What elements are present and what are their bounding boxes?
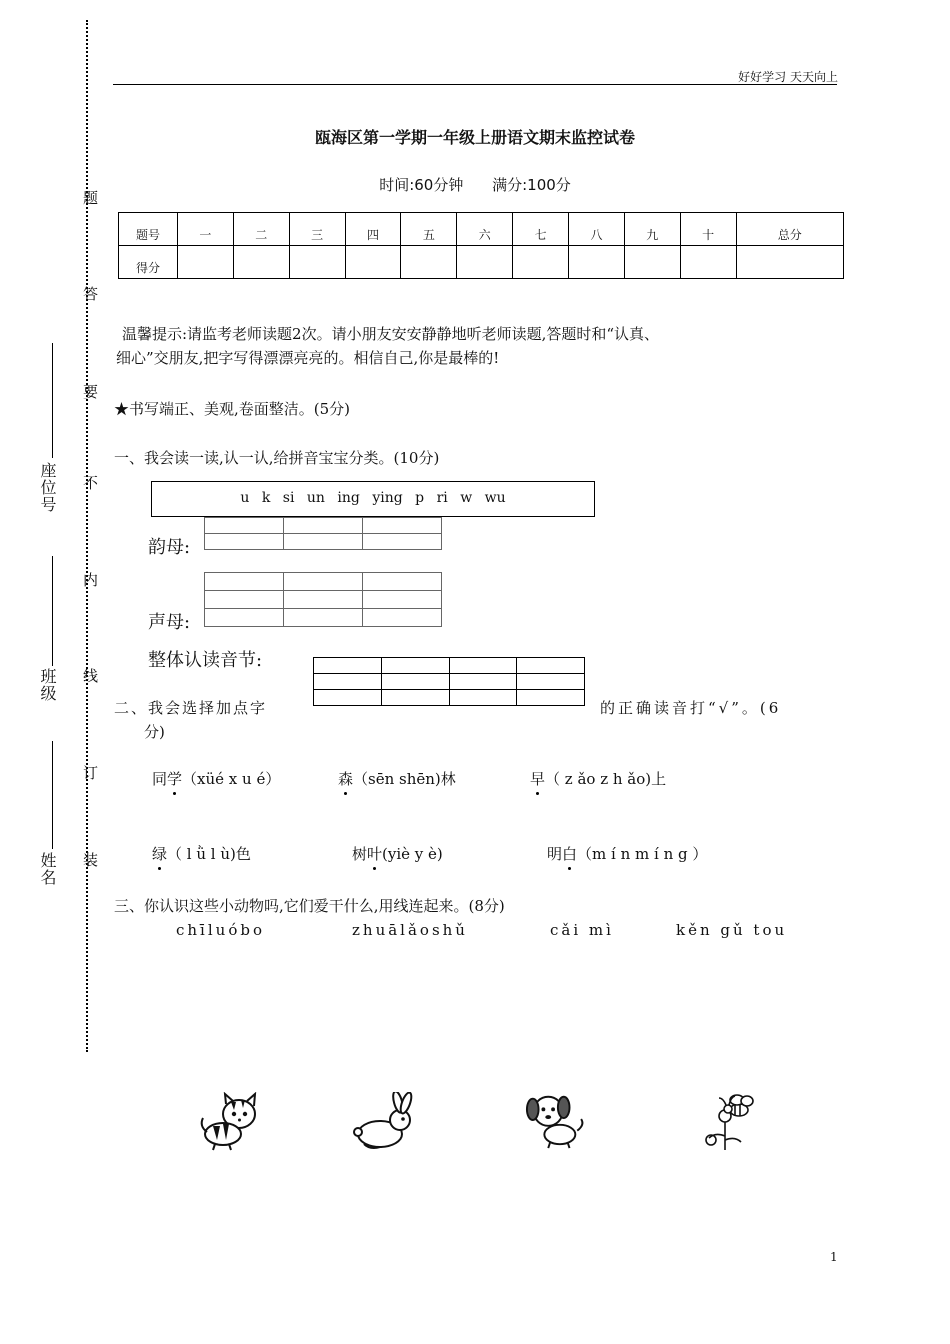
score-cell[interactable] [289, 246, 345, 279]
score-cell[interactable] [624, 246, 680, 279]
seat-number-label: 座位号 [38, 462, 57, 513]
q3-pinyin[interactable]: cǎi mì [550, 921, 614, 939]
pinyin-letter: w [460, 490, 473, 506]
score-table-header: 十 [680, 213, 736, 246]
pinyin-options: (yiè y è) [382, 845, 443, 863]
dotted-char: 白 [562, 845, 578, 863]
whole-syllable-label: 整体认读音节: [148, 650, 263, 671]
score-table-header: 九 [624, 213, 680, 246]
q2-item[interactable] [152, 768, 280, 789]
binding-char: 内 [81, 572, 99, 588]
q2-item[interactable] [352, 843, 443, 864]
score-cell[interactable] [513, 246, 569, 279]
pinyin-options: （ z ǎo z h ǎo)上 [545, 770, 667, 788]
pinyin-options: （sēn shēn)林 [353, 770, 456, 788]
dotted-char: 森 [338, 770, 354, 788]
pinyin-letter: ying [372, 490, 403, 506]
q2-item[interactable] [152, 843, 251, 864]
score-cell[interactable] [345, 246, 401, 279]
vowel-answer-grid[interactable] [204, 517, 442, 550]
dotted-char: 早 [530, 770, 546, 788]
seat-number-blank[interactable] [52, 343, 53, 458]
score-table-header: 六 [457, 213, 513, 246]
dotted-char: 叶 [367, 845, 383, 863]
item-char: 明 [547, 845, 563, 863]
consonant-label: 声母: [148, 612, 191, 633]
pinyin-letter: wu [484, 490, 506, 506]
score-table-header: 五 [401, 213, 457, 246]
bee-icon[interactable] [695, 1092, 765, 1152]
score-table-header: 七 [513, 213, 569, 246]
vowel-label: 韵母: [148, 537, 191, 558]
consonant-answer-grid[interactable] [204, 572, 442, 627]
score-table-header: 八 [569, 213, 625, 246]
pinyin-letter: p [415, 490, 425, 506]
binding-char: 题 [81, 190, 99, 206]
writing-requirement: ★书写端正、美观,卷面整洁。(5分) [114, 400, 351, 418]
score-cell[interactable] [401, 246, 457, 279]
q3-pinyin[interactable]: zhuālǎoshǔ [352, 921, 468, 939]
pinyin-letter: k [261, 490, 271, 506]
dog-icon[interactable] [520, 1090, 590, 1150]
pinyin-options: （ l ǜ l ù)色 [167, 845, 251, 863]
exam-meta [0, 174, 950, 195]
pinyin-letter: u [240, 490, 250, 506]
score-cell[interactable] [457, 246, 513, 279]
page-number: 1 [830, 1250, 838, 1264]
tip-line-1: 温馨提示:请监考老师读题2次。请小朋友安安静静地听老师读题,答题时和“认真、 [122, 325, 660, 343]
header-divider [113, 84, 837, 85]
binding-char: 不 [81, 475, 99, 491]
score-cell[interactable] [569, 246, 625, 279]
q2-title-left: 二、我会选择加点字 [114, 699, 268, 717]
score-table-header: 二 [233, 213, 289, 246]
pinyin-options: （m í n m í n g ） [577, 845, 708, 863]
q2-item[interactable] [547, 843, 707, 864]
score-cell[interactable] [233, 246, 289, 279]
score-table-header: 三 [289, 213, 345, 246]
dotted-char: 绿 [152, 845, 168, 863]
score-table [118, 212, 844, 279]
pinyin-letter: ri [436, 490, 448, 506]
q3-pinyin[interactable]: kěn gǔ tou [676, 921, 788, 939]
item-char: 同 [152, 770, 168, 788]
binding-char: 装 [81, 852, 99, 868]
pinyin-letters-box [151, 481, 595, 517]
name-blank[interactable] [52, 741, 53, 849]
class-blank[interactable] [52, 556, 53, 666]
exam-title: 瓯海区第一学期一年级上册语文期末监控试卷 [314, 128, 635, 147]
whole-syllable-answer-grid[interactable] [313, 657, 585, 706]
pinyin-letter: si [282, 490, 295, 506]
name-label: 姓名 [38, 852, 57, 886]
pinyin-letter: un [306, 490, 325, 506]
dotted-char: 学 [167, 770, 183, 788]
score-table-row-label: 得分 [119, 246, 178, 279]
q3-title: 三、你认识这些小动物吗,它们爱干什么,用线连起来。(8分) [114, 897, 505, 915]
score-cell[interactable] [736, 246, 843, 279]
q2-title-continued: 分) [144, 723, 165, 741]
binding-char: 要 [81, 384, 99, 400]
binding-char: 线 [81, 668, 99, 684]
tip-line-2: 细心”交朋友,把字写得漂漂亮亮的。相信自己,你是最棒的! [116, 349, 500, 367]
q3-pinyin[interactable]: chīluóbo [176, 921, 265, 939]
time-limit: 时间:60分钟 [379, 176, 464, 194]
class-label: 班级 [38, 668, 57, 702]
score-table-row-label: 题号 [119, 213, 178, 246]
score-table-header: 四 [345, 213, 401, 246]
q2-item[interactable] [530, 768, 666, 789]
score-cell[interactable] [178, 246, 234, 279]
header-note: 好好学习 天天向上 [738, 70, 838, 84]
binding-char: 答 [81, 286, 99, 302]
binding-char: 订 [81, 765, 99, 781]
full-score: 满分:100分 [492, 176, 571, 194]
rabbit-icon[interactable] [350, 1092, 420, 1152]
score-table-header: 总分 [736, 213, 843, 246]
q1-title: 一、我会读一读,认一认,给拼音宝宝分类。(10分) [114, 449, 440, 467]
q2-item[interactable] [338, 768, 456, 789]
pinyin-options: （xüé x u é） [182, 770, 281, 788]
cat-icon[interactable] [195, 1092, 265, 1152]
q2-title-right: 的正确读音打“√”。(6 [600, 699, 782, 717]
item-char: 树 [352, 845, 368, 863]
score-cell[interactable] [680, 246, 736, 279]
pinyin-letter: ing [337, 490, 360, 506]
score-table-header: 一 [178, 213, 234, 246]
